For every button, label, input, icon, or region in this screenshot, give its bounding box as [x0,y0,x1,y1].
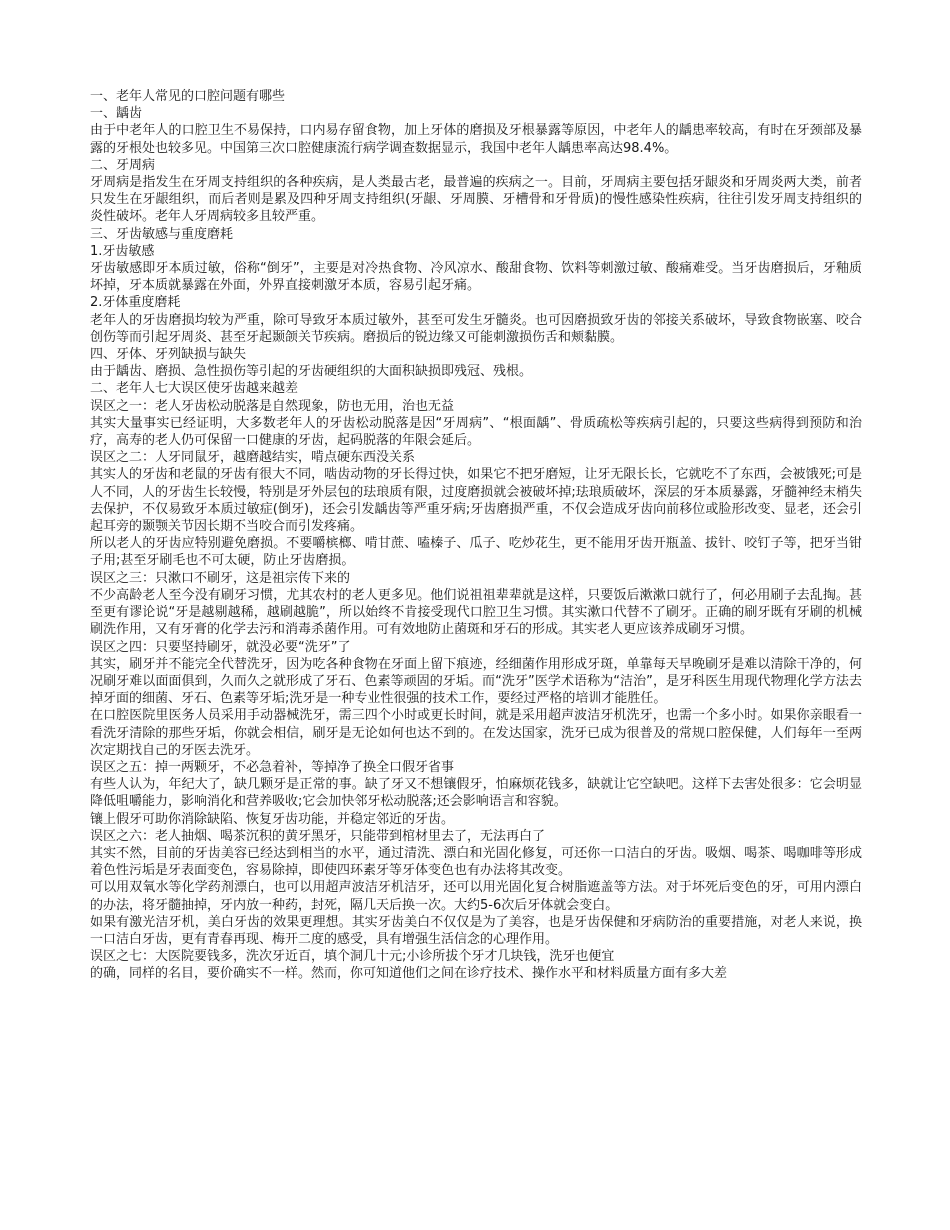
body-paragraph: 由于中老年人的口腔卫生不易保持，口内易存留食物，加上牙体的磨损及牙根暴露等原因，中老年人的龋患率较高，有时在牙颈部及暴露的牙根处也较多见。中国第三次口腔健康流行病学调查数据显示，我国中老年人龋患率高达98.4%。 [90,123,862,156]
body-paragraph: 不少高龄老人至今没有刷牙习惯，尤其农村的老人更多见。他们说祖祖辈辈就是这样，只要饭后漱漱口就行了，何必用刷子去乱掏。甚至更有谬论说“牙是越剔越稀，越刷越脆”，所以始终不肯接受现代口腔卫生习惯。其实漱口代替不了刷牙。正确的刷牙既有牙刷的机械刷洗作用，又有牙膏的化学去污和消毒杀菌作用。可有效地防止菌斑和牙石的形成。其实老人更应该养成刷牙习惯。 [90,587,862,638]
body-paragraph: 老年人的牙齿磨损均较为严重，除可导致牙本质过敏外，甚至可发生牙髓炎。也可因磨损致牙齿的邻接关系破坏，导致食物嵌塞、咬合创伤等而引起牙周炎、甚至牙起颞颌关节疾病。磨损后的锐边缘又可能刺激损伤舌和颊黏膜。 [90,312,862,345]
body-paragraph: 有些人认为，年纪大了，缺几颗牙是正常的事。缺了牙又不想镶假牙，怕麻烦花钱多，缺就让它空缺吧。这样下去害处很多：它会明显降低咀嚼能力，影响消化和营养吸收;它会加快邻牙松动脱落;还会影响语言和容貌。 [90,777,862,810]
subsection-heading: 四、牙体、牙列缺损与缺失 [90,347,247,363]
item-heading: 2.牙体重度磨耗 [90,295,181,311]
item-heading: 1.牙齿敏感 [90,243,155,259]
subsection-heading: 一、龋齿 [90,106,143,122]
body-paragraph: 由于龋齿、磨损、急性损伤等引起的牙齿硬组织的大面积缺损即残冠、残根。 [90,364,533,380]
body-paragraph: 如果有激光洁牙机，美白牙齿的效果更理想。其实牙齿美白不仅仅是为了美容，也是牙齿保健和牙病防治的重要措施，对老人来说，换一口洁白牙齿，更有青春再现、梅开二度的感受，具有增强生活信念的心理作用。 [90,914,862,947]
subsection-heading: 三、牙齿敏感与重度磨耗 [90,226,234,242]
myth-heading: 误区之七：大医院要钱多，洗次牙近百，填个洞几十元;小诊所拔个牙才几块钱，洗牙也便宜 [90,949,615,965]
body-paragraph: 其实不然，目前的牙齿美容已经达到相当的水平，通过清洗、漂白和光固化修复，可还你一口洁白的牙齿。吸烟、喝茶、喝咖啡等形成着色性污垢是牙表面变色，容易除掉，即使四环素牙等牙体变色也有办法将其改变。 [90,845,862,879]
body-paragraph: 牙周病是指发生在牙周支持组织的各种疾病，是人类最古老，最普遍的疾病之一。目前，牙周病主要包括牙龈炎和牙周炎两大类，前者只发生在牙龈组织，而后者则是累及四种牙周支持组织(牙龈、牙周膜、牙槽骨和牙骨质)的慢性感染性疾病，往往引发牙周支持组织的炎性破坏。老年人牙周病较多且较严重。 [90,175,862,225]
myth-heading: 误区之六：老人抽烟、喝茶沉积的黄牙黑牙，只能带到棺材里去了，无法再白了 [90,828,546,844]
myth-heading: 误区之五：掉一两颗牙，不必急着补，等掉净了换全口假牙省事 [90,759,455,775]
section-title: 二、老年人七大误区使牙齿越来越差 [90,381,299,397]
subsection-heading: 二、牙周病 [90,157,156,173]
body-paragraph: 在口腔医院里医务人员采用手动器械洗牙，需三四个小时或更长时间，就是采用超声波洁牙机洗牙，也需一个多小时。如果你亲眼看一看洗牙清除的那些牙垢，你就会相信，刷牙是无论如何也达不到的。在发达国家，洗牙已成为很普及的常规口腔保健，人们每年一至两次定期找自己的牙医去洗牙。 [90,708,862,758]
body-paragraph: 其实，刷牙并不能完全代替洗牙，因为吃各种食物在牙面上留下痕迹，经细菌作用形成牙斑，单靠每天早晚刷牙是难以清除干净的，何况刷牙难以面面俱到，久而久之就形成了牙石、色素等顽固的牙垢。而“洗牙”医学术语称为“洁治”，是牙科医生用现代物理化学方法去掉牙面的细菌、牙石、色素等牙垢;洗牙是一种专业性很强的技术工作，要经过严格的培训才能胜任。 [90,656,862,707]
body-paragraph: 牙齿敏感即牙本质过敏，俗称“倒牙”，主要是对冷热食物、冷风凉水、酸甜食物、饮料等刺激过敏、酸痛难受。当牙齿磨损后，牙釉质坏掉，牙本质就暴露在外面，外界直接刺激牙本质，容易引起牙痛。 [90,261,862,294]
body-paragraph: 镶上假牙可助你消除缺陷、恢复牙齿功能，并稳定邻近的牙齿。 [90,811,455,827]
body-paragraph: 所以老人的牙齿应特别避免磨损。不要嚼槟榔、啃甘蔗、嗑榛子、瓜子、吃炒花生，更不能用牙齿开瓶盖、拔针、咬钉子等，把牙当钳子用;甚至牙刷毛也不可太硬，防止牙齿磨损。 [90,536,862,569]
myth-heading: 误区之二：人牙同鼠牙，越磨越结实，啃点硬东西没关系 [90,450,416,466]
body-paragraph: 其实人的牙齿和老鼠的牙齿有很大不同，啮齿动物的牙长得过快，如果它不把牙磨短，让牙无限长长，它就吃不了东西，会被饿死;可是人不同，人的牙齿生长较慢，特别是牙外层包的珐琅质有限，过度磨损就会被破坏掉;珐琅质破坏，深层的牙本质暴露，牙髓神经末梢失去保护，不仅易致牙本质过敏症(倒牙)，还会引发龋齿等严重牙病;牙齿磨损严重，不仅会造成牙齿向前移位或脸形改变、显老，还会引起耳旁的颞颚关节因长期不当咬合而引发疼痛。 [90,467,862,535]
section-title: 一、老年人常见的口腔问题有哪些 [90,89,286,104]
body-paragraph: 其实大量事实已经证明，大多数老年人的牙齿松动脱落是因“牙周病”、“根面龋”、骨质疏松等疾病引起的，只要这些病得到预防和治疗，高寿的老人仍可保留一口健康的牙齿，起码脱落的年限会延后。 [90,415,862,449]
myth-heading: 误区之四：只要坚持刷牙，就没必要“洗牙”了 [90,639,351,655]
document-body [90,88,862,983]
myth-heading: 误区之三：只漱口不刷牙，这是祖宗传下来的 [90,570,351,586]
myth-heading: 误区之一：老人牙齿松动脱落是自然现象，防也无用，治也无益 [90,398,455,414]
body-paragraph: 的确，同样的名目，要价确实不一样。然而，你可知道他们之间在诊疗技术、操作水平和材料质量方面有多大差 [90,966,728,982]
body-paragraph: 可以用双氧水等化学药剂漂白，也可以用超声波洁牙机洁牙，还可以用光固化复合树脂遮盖等方法。对于坏死后变色的牙，可用内漂白的办法，将牙髓抽掉，牙内放一种药，封死，隔几天后换一次。大约5-6次后牙体就会变白。 [90,880,862,913]
